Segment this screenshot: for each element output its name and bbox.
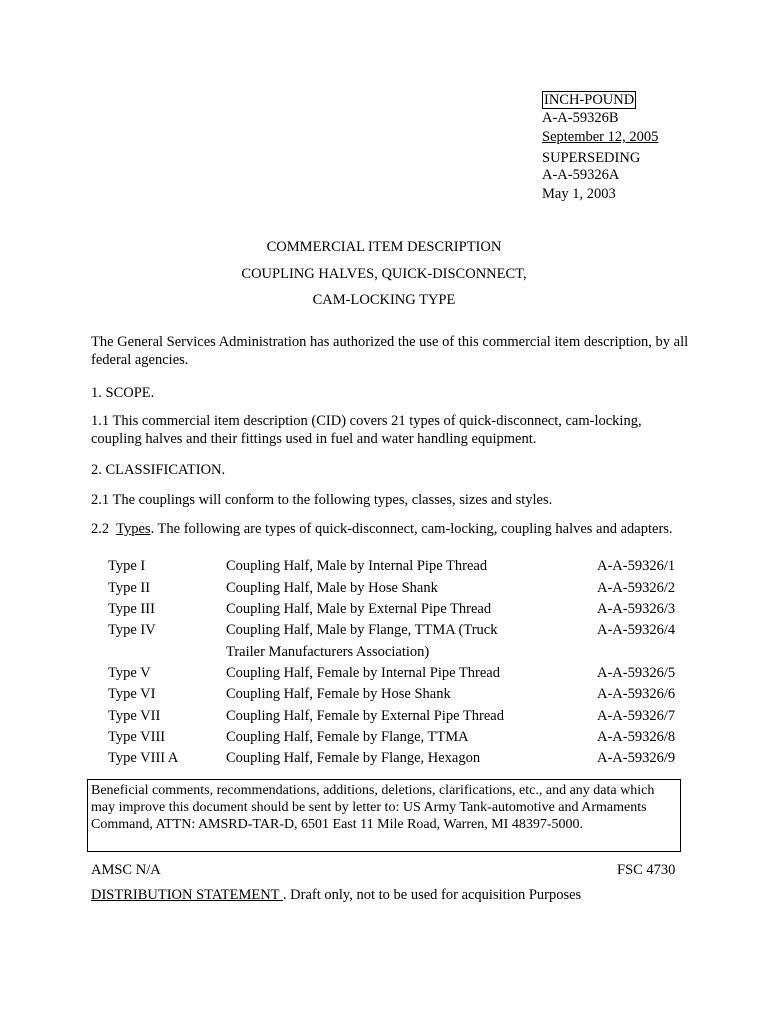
type-name: Type III [108,601,155,617]
type-name: Type IV [108,622,156,638]
type-description: Coupling Half, Female by Flange, Hexagon [226,750,481,766]
inch-pound-label: INCH-POUND [544,92,635,108]
fsc-label: FSC 4730 [617,862,676,878]
comments-notice-box: Beneficial comments, recommendations, additions, deletions, clarifications, etc., and any data which may improve this document should be sent by letter to: US Army Tank-automotive and Armaments Command, ATTN: AMSRD-TAR-D, 6501 East 11 Mile Road, Warren, MI 48397-5000. [87,779,681,852]
type-document: A-A-59326/2 [597,580,676,596]
types-label: Types [116,521,151,537]
superseding-label: SUPERSEDING [542,150,641,166]
type-description: Coupling Half, Female by Internal Pipe Thread [226,665,500,681]
type-description: Coupling Half, Male by Flange, TTMA (Truck [226,622,498,638]
type-name: Type VII [108,708,161,724]
classification-paragraph-2-1: 2.1 The couplings will conform to the following types, classes, sizes and styles. [91,492,553,508]
document-number: A-A-59326B [542,110,619,126]
title-line-2: COUPLING HALVES, QUICK-DISCONNECT, [241,266,527,282]
distribution-statement: DISTRIBUTION STATEMENT . Draft only, not to be used for acquisition Purposes [91,887,582,903]
superseded-document-date: May 1, 2003 [542,186,616,202]
type-document: A-A-59326/5 [597,665,676,681]
type-description: Coupling Half, Female by Hose Shank [226,686,451,702]
document-date: September 12, 2005 [542,129,659,145]
type-description: Coupling Half, Female by External Pipe Thread [226,708,504,724]
title-line-1: COMMERCIAL ITEM DESCRIPTION [266,239,502,255]
distribution-statement-label: DISTRIBUTION STATEMENT [91,887,283,903]
type-description: Coupling Half, Male by Hose Shank [226,580,438,596]
type-description: Coupling Half, Female by Flange, TTMA [226,729,469,745]
superseded-document-number: A-A-59326A [542,167,620,183]
type-description: Coupling Half, Male by External Pipe Thread [226,601,492,617]
scope-heading: 1. SCOPE. [91,385,155,401]
amsc-label: AMSC N/A [91,862,161,878]
classification-heading: 2. CLASSIFICATION. [91,462,226,478]
scope-paragraph-1-1: 1.1 This commercial item description (CID) covers 21 types of quick-disconnect, cam-locking, coupling halves and their fittings used in fuel and water handling equipment. [91,413,642,447]
title-line-3: CAM-LOCKING TYPE [312,292,456,308]
type-document: A-A-59326/9 [597,750,676,766]
type-name: Type I [108,558,146,574]
types-paragraph-2-2: 2.2 Types. The following are types of quick-disconnect, cam-locking, coupling halves and adapters. [91,521,673,537]
type-name: Type II [108,580,151,596]
type-name: Type VI [108,686,156,702]
type-name: Type VIII [108,729,166,745]
type-document: A-A-59326/7 [597,708,676,724]
intro-paragraph: The General Services Administration has authorized the use of this commercial item description, by all federal agencies. [91,334,689,368]
type-document: A-A-59326/3 [597,601,676,617]
type-document: A-A-59326/4 [597,622,676,638]
type-description-continued: Trailer Manufacturers Association) [226,644,430,660]
type-name: Type VIII A [108,750,179,766]
type-name: Type V [108,665,151,681]
type-document: A-A-59326/8 [597,729,676,745]
type-description: Coupling Half, Male by Internal Pipe Thread [226,558,488,574]
type-document: A-A-59326/6 [597,686,676,702]
type-document: A-A-59326/1 [597,558,676,574]
